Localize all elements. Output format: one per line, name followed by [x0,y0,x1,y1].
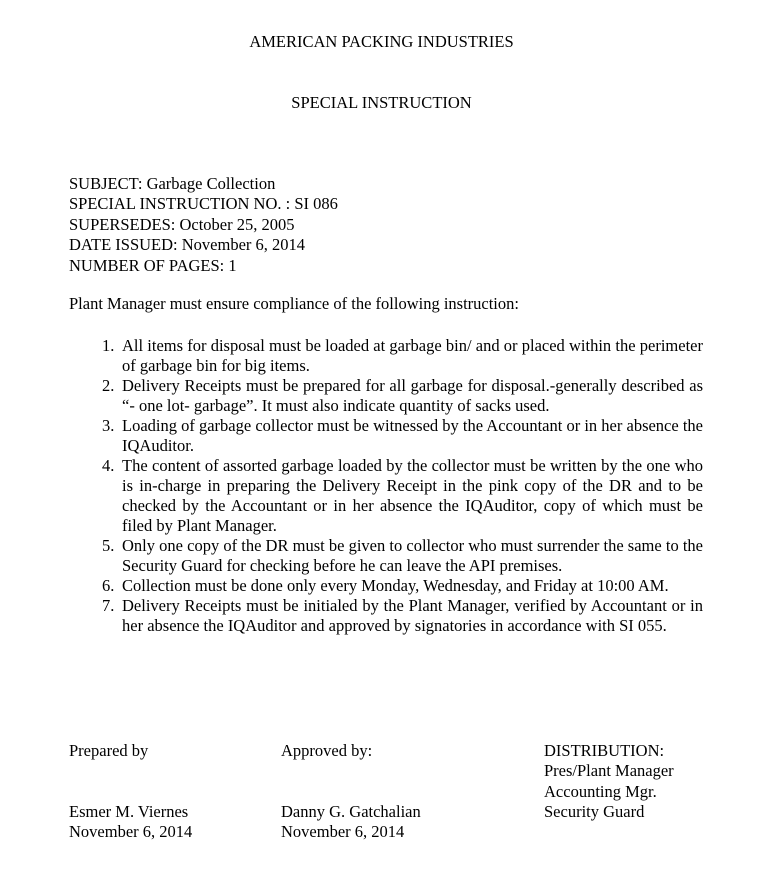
preparer-name: Esmer M. Viernes [69,802,189,821]
list-item [69,416,703,456]
item-number: 3. [102,416,115,435]
preparer-date: November 6, 2014 [69,822,193,842]
list-item [69,456,703,536]
instruction-number: SPECIAL INSTRUCTION NO. : SI 086 [69,194,338,214]
page-count-line: NUMBER OF PAGES: 1 [69,255,237,275]
item-text: All items for disposal must be loaded at garbage bin/ and or placed within the perimeter of garbage bin for big items. [122,336,703,375]
subject-line: SUBJECT: Garbage Collection [69,174,276,193]
item-number: 6. [102,576,115,595]
item-text: Collection must be done only every Monday, Wednesday, and Friday at 10:00 AM. [122,576,669,595]
distribution-recipient: Security Guard [544,801,645,821]
list-item [69,576,703,596]
item-text: The content of assorted garbage loaded by the collector must be written by the one who is in-charge in preparing the Delivery Receipt in the pink copy of the DR and to be checked by the Accountant or in her absence the IQAuditor, copy of which must be filed by Plant Manager. [122,456,703,535]
approver-name: Danny G. Gatchalian [281,802,421,821]
document-meta [69,174,338,276]
item-number: 2. [102,376,115,395]
item-number: 4. [102,456,115,475]
prepared-by-label: Prepared by [69,741,149,760]
item-text: Loading of garbage collector must be witnessed by the Accountant or in her absence the IQAuditor. [122,416,703,455]
supersedes-line: SUPERSEDES: October 25, 2005 [69,214,295,234]
approver-date: November 6, 2014 [281,822,405,842]
approved-by-block [281,802,421,843]
list-item [69,376,703,416]
distribution-recipient: Pres/Plant Manager [544,761,674,781]
prepared-by-block [69,802,192,843]
company-name: AMERICAN PACKING INDUSTRIES [249,32,514,51]
item-number: 5. [102,536,115,555]
item-number: 7. [102,596,115,615]
instruction-list [69,336,703,636]
distribution-recipient: Accounting Mgr. [544,781,657,801]
document-type: SPECIAL INSTRUCTION [291,93,472,112]
item-text: Delivery Receipts must be initialed by the Plant Manager, verified by Accountant or in her absence the IQAuditor and approved by signatories in accordance with SI 055. [122,596,703,635]
list-item [69,536,703,576]
approved-by-label: Approved by: [281,741,373,760]
intro-text: Plant Manager must ensure compliance of the following instruction: [69,294,519,313]
date-issued-line: DATE ISSUED: November 6, 2014 [69,235,306,255]
list-item [69,596,703,636]
item-number: 1. [102,336,115,355]
item-text: Delivery Receipts must be prepared for all garbage for disposal.-generally described as “- one lot- garbage”. It must also indicate quantity of sacks used. [122,376,703,415]
distribution-label: DISTRIBUTION: [544,741,665,760]
distribution-block [544,741,674,822]
item-text: Only one copy of the DR must be given to collector who must surrender the same to the Security Guard for checking before he can leave the API premises. [122,536,703,575]
list-item [69,336,703,376]
